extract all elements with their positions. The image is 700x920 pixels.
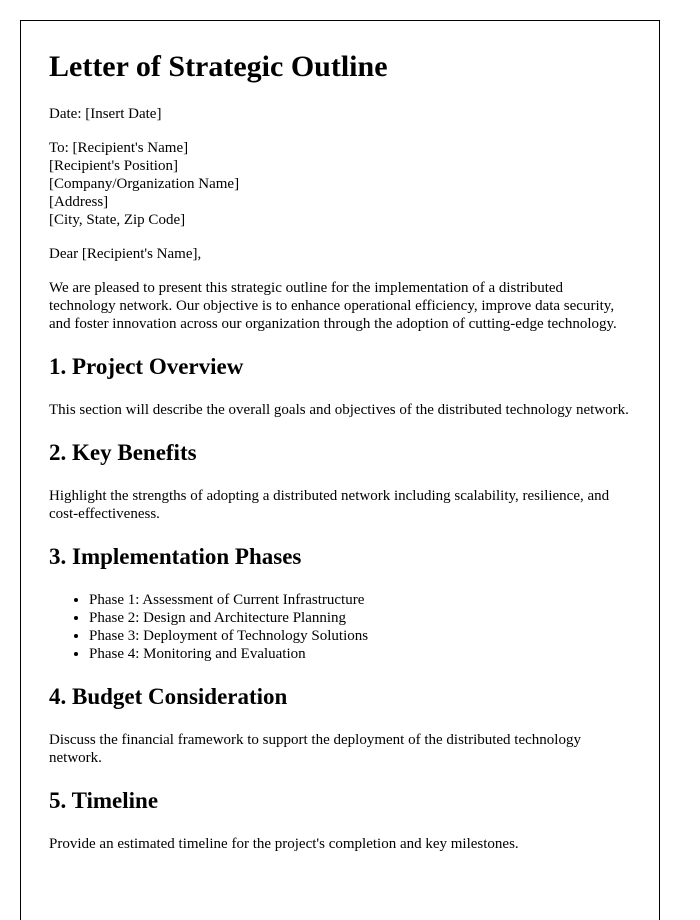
phase-item: • Phase 3: Deployment of Technology Solutions [89, 627, 631, 645]
phase-item: • Phase 1: Assessment of Current Infrastructure [89, 591, 631, 609]
recipient-name: To: [Recipient's Name] [49, 140, 189, 156]
section-heading-key-benefits: 2. Key Benefits [49, 440, 197, 465]
phase-item: • Phase 2: Design and Architecture Planning [89, 609, 631, 627]
section-heading-project-overview: 1. Project Overview [49, 354, 244, 379]
phase-list [49, 591, 631, 663]
recipient-company: [Company/Organization Name] [49, 176, 240, 192]
section-heading-timeline: 5. Timeline [49, 788, 159, 813]
section-body-key-benefits: Highlight the strengths of adopting a distributed network including scalability, resilience, and cost-effectiveness. [49, 488, 610, 522]
recipient-city-state-zip: [City, State, Zip Code] [49, 212, 186, 228]
recipient-position: [Recipient's Position] [49, 158, 178, 174]
intro-paragraph: We are pleased to present this strategic outline for the implementation of a distributed technology network. Our objective is to enhance operational efficiency, improve data security, and foster innovation across our organization through the adoption of cutting-edge technology. [49, 280, 617, 332]
section-heading-budget-consideration: 4. Budget Consideration [49, 684, 288, 709]
section-body-timeline: Provide an estimated timeline for the project's completion and key milestones. [49, 836, 519, 852]
recipient-address [49, 139, 631, 229]
letter-document [20, 20, 660, 920]
section-body-budget-consideration: Discuss the financial framework to support the deployment of the distributed technology network. [49, 732, 581, 766]
section-body-project-overview: This section will describe the overall goals and objectives of the distributed technology network. [49, 402, 629, 418]
section-heading-implementation-phases: 3. Implementation Phases [49, 544, 302, 569]
date-line: Date: [Insert Date] [49, 106, 162, 122]
salutation: Dear [Recipient's Name], [49, 246, 202, 262]
letter-title: Letter of Strategic Outline [49, 50, 388, 83]
recipient-address-line: [Address] [49, 194, 109, 210]
phase-item: • Phase 4: Monitoring and Evaluation [89, 645, 631, 663]
